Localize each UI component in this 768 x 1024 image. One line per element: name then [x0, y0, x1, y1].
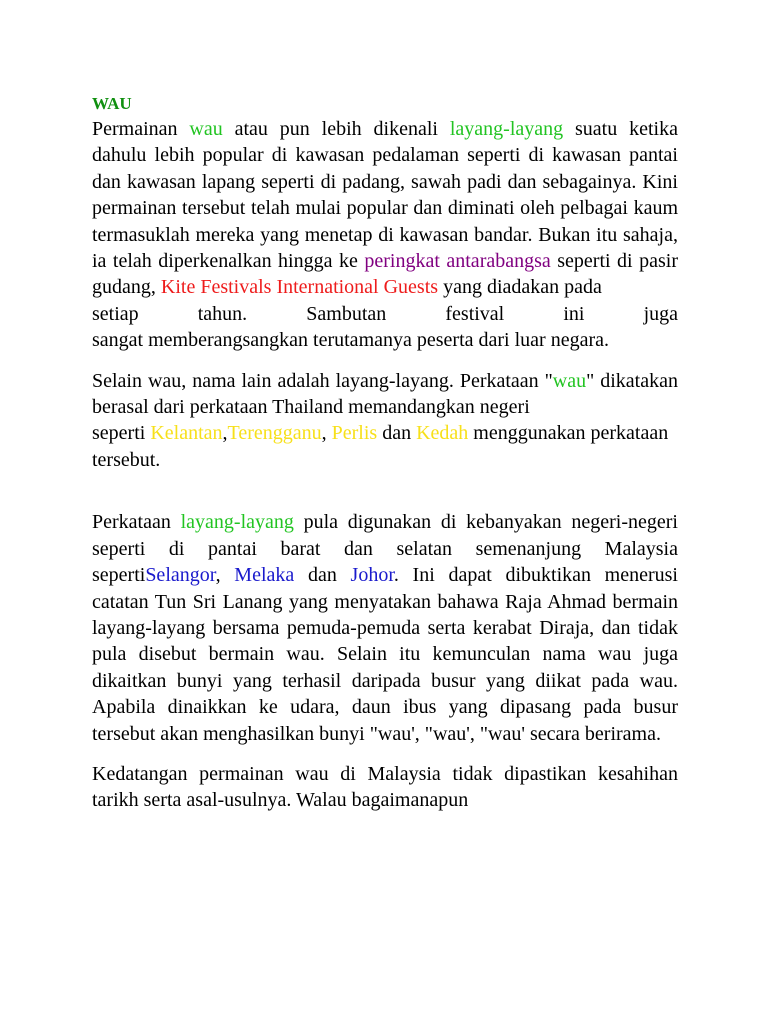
- p1-row-word: juga: [643, 302, 678, 325]
- p1-text-c: suatu ketika dahulu lebih popular di kawasan pedalaman seperti di kawasan pantai dan kawasan lapang seperti di padang, sawah padi dan sebagainya. Kini permainan tersebut telah mulai popular dan diminati oleh pelbagai kaum termasuklah mereka yang menetap di kawasan bandar. Bukan itu sahaja, ia telah diperkenalkan hingga ke: [92, 118, 678, 273]
- p1-justified-row: [92, 301, 678, 327]
- p1-last-line: sangat memberangsangkan terutamanya peserta dari luar negara.: [92, 329, 609, 352]
- p1-row-word: festival: [445, 302, 505, 325]
- p3-text-a: Perkataan: [92, 511, 181, 534]
- p2-text-b: " dikatakan berasal dari perkataan Thailand memandangkan negeri: [92, 369, 678, 419]
- p1-row-word: setiap: [92, 302, 139, 325]
- state-kelantan: Kelantan: [150, 422, 223, 445]
- p1-row-word: Sambutan: [306, 302, 387, 325]
- p1-peringkat-link: peringkat antarabangsa: [364, 250, 551, 273]
- p2-text-a: Selain wau, nama lain adalah layang-layang. Perkataan ": [92, 369, 553, 392]
- p3-comma: ,: [215, 564, 235, 587]
- p2-text-d: menggunakan perkataan tersebut.: [92, 422, 669, 471]
- state-perlis: Perlis: [331, 422, 378, 445]
- p3-text-c: . Ini dapat dibuktikan menerusi catatan Tun Sri Lanang yang menyatakan bahawa Raja Ahmad bermain layang-layang bersama pemuda-pemuda serta kerabat Diraja, dan tidak pula disebut bermain wau. Selain itu kemunculan nama wau juga dikaitkan bunyi yang terhasil daripada busur yang diikat pada wau. Apabila dinaikkan ke udara, daun ibus yang dipasang pada busur tersebut akan menghasilkan bunyi "wau', "wau', "wau' secara berirama.: [92, 564, 678, 745]
- p1-kite-festival-link: Kite Festivals International Guests: [160, 276, 439, 299]
- paragraph-4: Kedatangan permainan wau di Malaysia tidak dipastikan kesahihan tarikh serta asal-usulnya. Walau bagaimanapun: [92, 762, 678, 812]
- p3-layang-term: layang-layang: [180, 511, 294, 534]
- state-johor: Johor: [350, 564, 394, 587]
- state-selangor: Selangor: [145, 564, 216, 587]
- paragraph-2: [92, 368, 678, 474]
- p1-text-a: Permainan: [92, 118, 190, 140]
- p2-dan: dan: [377, 422, 417, 445]
- p1-text-e: yang diadakan pada: [438, 276, 602, 299]
- p2-comma-1: ,: [222, 422, 228, 445]
- paragraph-1: [92, 116, 678, 354]
- p3-dan: dan: [294, 564, 351, 587]
- p1-text-d: seperti di pasir gudang,: [92, 250, 678, 299]
- paragraph-3: [92, 509, 678, 747]
- p2-states-line: [92, 420, 678, 473]
- p1-text-b: atau pun lebih dikenali: [222, 118, 450, 140]
- state-terengganu: Terengganu: [227, 422, 322, 445]
- p1-row-word: tahun.: [197, 302, 248, 325]
- p1-wau-term: wau: [189, 118, 223, 140]
- document-title: WAU: [92, 94, 132, 113]
- state-melaka: Melaka: [234, 564, 295, 587]
- p3-text-b: pula digunakan di kebanyakan negeri-negeri seperti di pantai barat dan selatan semenanjung Malaysia seperti: [92, 511, 678, 587]
- p2-comma-2: ,: [321, 422, 332, 445]
- p2-wau-term: wau: [552, 369, 587, 392]
- p1-layang-term: layang-layang: [449, 118, 564, 140]
- state-kedah: Kedah: [416, 422, 469, 445]
- p2-text-c: seperti: [92, 422, 151, 445]
- p1-row-word: ini: [563, 302, 585, 325]
